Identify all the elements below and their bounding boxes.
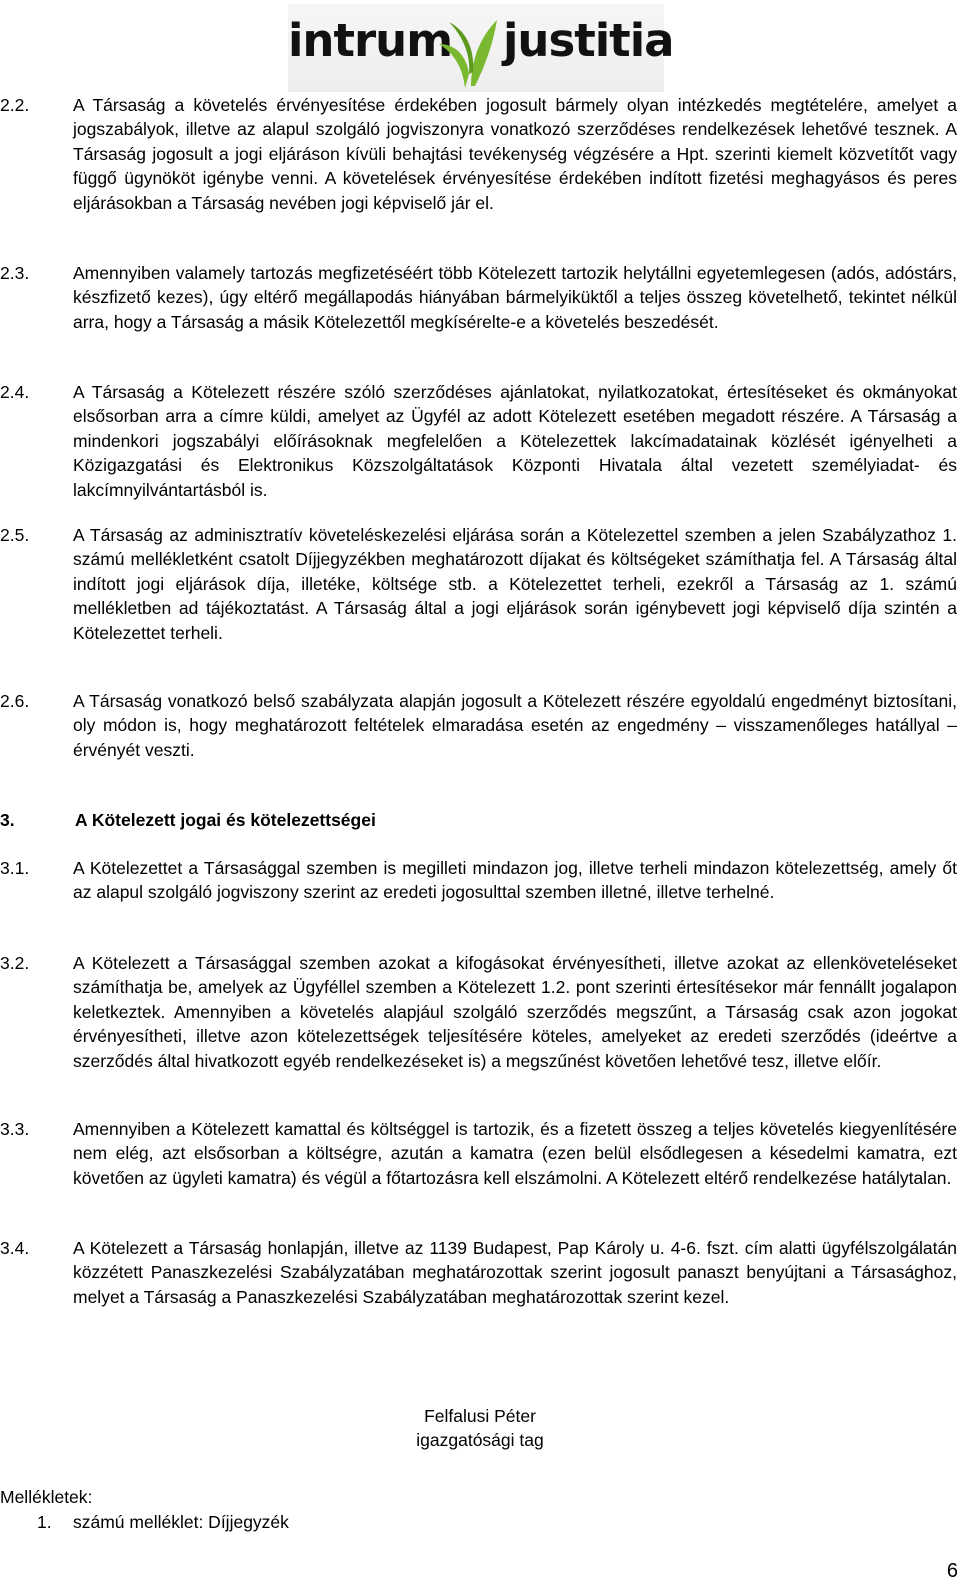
section-number: 2.2. [0, 95, 30, 115]
signature-role: igazgatósági tag [416, 1430, 544, 1450]
heading-title: A Kötelezett jogai és kötelezettségei [75, 810, 376, 830]
attachment-text: számú melléklet: Díjjegyzék [73, 1512, 289, 1532]
section-text: A Kötelezett a Társaság honlapján, illetve az 1139 Budapest, Pap Károly u. 4-6. fszt. cím alatti ügyfélszolgálatán közzétett Panaszkezelési Szabályzatában meghatározottak szerint jogosult panaszt benyújtani a Társasághoz, melyet a Társaság a Panaszkezelési Szabályzatában meghatározottak szerint kezel. [73, 1238, 957, 1307]
section-text: A Társaság vonatkozó belső szabályzata alapján jogosult a Kötelezett részére egyoldalú engedményt biztosítani, oly módon is, hogy meghatározott feltételek elmaradása esetén az engedmény – visszamenőleges hatállyal – érvényét veszti. [73, 691, 957, 760]
logo-text-justitia: justitia [503, 14, 674, 67]
section-text: A Társaság a Kötelezett részére szóló szerződéses ajánlatokat, nyilatkozatokat, értesítéseket és okmányokat elsősorban arra a címre küldi, amelyet az Ügyfél az adott Kötelezett esetében megadott részére. A Társaság a mindenkori jogszabályi előírásoknak megfelelően a Kötelezettek lakcímadatainak közlését igényelheti a Közigazgatási és Elektronikus Közszolgáltatások Központi Hivatala által vezetett személyiadat- és lakcímnyilvántartásból is. [73, 382, 957, 500]
section-number: 3.4. [0, 1238, 30, 1258]
page-number: 6 [946, 1560, 958, 1582]
section-number: 2.3. [0, 263, 30, 283]
section-number: 3.3. [0, 1119, 30, 1139]
section-number: 3.1. [0, 858, 30, 878]
signature-name: Felfalusi Péter [424, 1406, 536, 1426]
section-text: A Kötelezettet a Társasággal szemben is megilleti mindazon jog, illetve terheli mindazon kötelezettség, amely őt az alapul szolgáló jogviszony szerint az eredeti jogosulttal szemben illetné, illetve terhelné. [73, 858, 957, 903]
section-text: A Kötelezett a Társasággal szemben azokat a kifogásokat érvényesítheti, illetve azokat az ellenköveteléseket számíthatja be, amelyek az Ügyféllel szemben a Kötelezett 1.2. pont szerinti értesítésekor már fennállt jogalapon keletkeztek. Amennyiben a követelés alapjául szolgáló szerződés megszűnt, a Társaság csak azon jogokat érvényesítheti, illetve azon kötelezettségek teljesítésére köteles, amelyeket az eredeti szerződés (ideértve a szerződés által hivatkozott egyéb rendelkezéseket is) a megszűnést követően lehetővé tesz, illetve előír. [73, 953, 957, 1071]
attachment-number: 1. [37, 1512, 52, 1532]
intrum-justitia-logo [288, 4, 674, 92]
section-text: A Társaság a követelés érvényesítése érdekében jogosult bármely olyan intézkedés megtételére, amelyet a jogszabályok, illetve az alapul szolgáló jogviszonyra vonatkozó szerződéses rendelkezések lehetővé tesznek. A Társaság jogosult a jogi eljáráson kívüli behajtási tevékenység végzésére a Hpt. szerinti kiemelt közvetítőt vagy függő ügynököt igénybe venni. A követelések érvényesítése érdekében indított fizetési meghagyásos és peres eljárásokban a Társaság nevében jogi képviselő jár el. [73, 95, 957, 213]
section-text: A Társaság az adminisztratív követeléskezelési eljárása során a Kötelezettel szemben a jelen Szabályzathoz 1. számú mellékletként csatolt Díjjegyzékben meghatározott díjakat és költségeket számíthatja fel. A Társaság által indított jogi eljárások díja, illetéke, költsége stb. a Kötelezettet terheli, ezekről a Társaság az 1. számú mellékletben ad tájékoztatást. A Társaság által a jogi eljárások során igénybevett jogi képviselő díja szintén a Kötelezettet terheli. [73, 525, 957, 643]
heading-number: 3. [0, 810, 15, 830]
section-number: 3.2. [0, 953, 30, 973]
attachments-label: Mellékletek: [0, 1487, 93, 1507]
logo-text-intrum: intrum [288, 14, 453, 67]
leaf-icon [435, 14, 505, 90]
section-number: 2.5. [0, 525, 30, 545]
section-text: Amennyiben valamely tartozás megfizetéséért több Kötelezett tartozik helytállni egyetemlegesen (adós, adóstárs, készfizető kezes), úgy eltérő megállapodás hiányában bármelyiküktől a teljes összeg követelhető, tekintet nélkül arra, hogy a Társaság a másik Kötelezettől megkísérelte-e a követelés beszedését. [73, 263, 957, 332]
section-number: 2.6. [0, 691, 30, 711]
section-text: Amennyiben a Kötelezett kamattal és költséggel is tartozik, és a fizetett összeg a teljes követelés kiegyenlítésére nem elég, azt elsősorban a költségre, azután a kamatra (ezen belül elsődlegesen a késedelmi kamatra, ezt követően az ügyleti kamatra) és végül a főtartozásra kell elszámolni. A Kötelezett eltérő rendelkezése hatálytalan. [73, 1119, 957, 1188]
section-number: 2.4. [0, 382, 30, 402]
